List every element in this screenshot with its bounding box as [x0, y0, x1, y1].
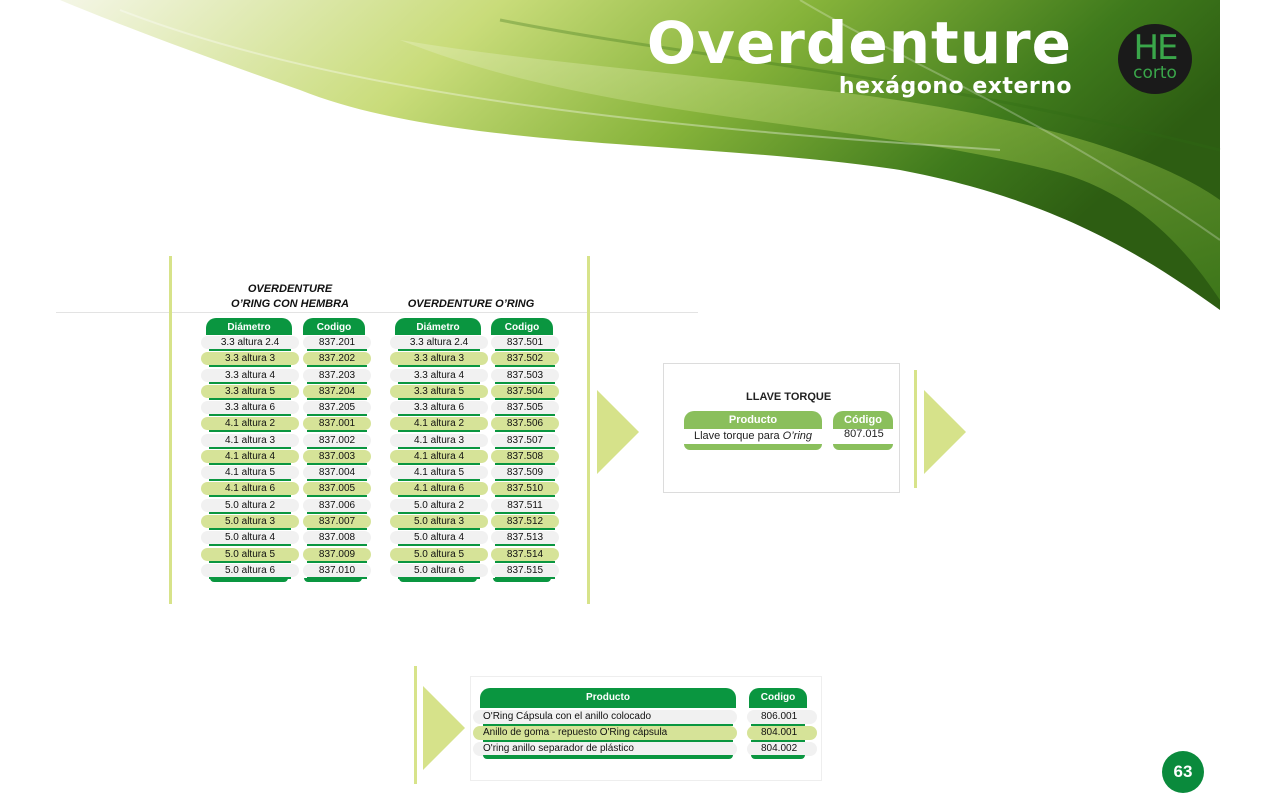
llave-foot [684, 444, 822, 450]
llave-header-code: Código [833, 411, 893, 429]
arrow-icon [423, 686, 465, 770]
row-underline [307, 447, 367, 449]
row-underline [209, 479, 291, 481]
row-underline [307, 414, 367, 416]
llave-product-prefix: Llave torque para [694, 430, 783, 442]
code-cell: 837.514 [491, 548, 559, 561]
row-underline [209, 447, 291, 449]
row-underline [209, 349, 291, 351]
llave-code: 807.015 [844, 428, 884, 440]
table-row [390, 385, 559, 400]
row-underline [495, 512, 555, 514]
code-cell: 837.003 [303, 450, 371, 463]
badge-line2: corto [1133, 63, 1177, 83]
row-underline [495, 365, 555, 367]
diameter-cell: 4.1 altura 3 [390, 434, 488, 447]
table-row [201, 434, 371, 449]
table-row [390, 434, 559, 449]
row-underline [398, 544, 480, 546]
row-underline [307, 544, 367, 546]
diameter-cell: 5.0 altura 6 [390, 564, 488, 577]
table-row [390, 401, 559, 416]
section-bar-bottom [414, 666, 417, 784]
code-cell: 837.203 [303, 369, 371, 382]
table-hembra-title-1: OVERDENTURE [247, 283, 333, 295]
diameter-cell: 3.3 altura 3 [201, 352, 299, 365]
diameter-cell: 4.1 altura 2 [390, 417, 488, 430]
diameter-cell: 3.3 altura 4 [390, 369, 488, 382]
table-row [201, 466, 371, 481]
diameter-cell: 5.0 altura 3 [390, 515, 488, 528]
row-underline [398, 479, 480, 481]
product-code-cell: 806.001 [747, 710, 817, 724]
code-cell: 837.511 [491, 499, 559, 512]
code-cell: 837.010 [303, 564, 371, 577]
row-underline [398, 495, 480, 497]
code-cell: 837.509 [491, 466, 559, 479]
diameter-cell: 3.3 altura 5 [390, 385, 488, 398]
code-cell: 837.004 [303, 466, 371, 479]
code-cell: 837.507 [491, 434, 559, 447]
diameter-cell: 3.3 altura 6 [390, 401, 488, 414]
code-cell: 837.001 [303, 417, 371, 430]
diameter-cell: 3.3 altura 3 [390, 352, 488, 365]
row-underline [209, 512, 291, 514]
row-underline [495, 561, 555, 563]
table-row [390, 352, 559, 367]
table-oring-foot [399, 578, 477, 582]
row-underline [307, 430, 367, 432]
row-underline [209, 495, 291, 497]
he-corto-badge [1118, 24, 1192, 94]
diameter-cell: 4.1 altura 4 [390, 450, 488, 463]
code-cell: 837.007 [303, 515, 371, 528]
row-underline [209, 561, 291, 563]
row-underline [398, 561, 480, 563]
row-underline [398, 463, 480, 465]
page-title: Overdenture [646, 9, 1072, 77]
product-name-cell: Anillo de goma - repuesto O'Ring cápsula [473, 726, 737, 740]
llave-product-italic: O’ring [782, 430, 813, 442]
row-underline [495, 479, 555, 481]
diameter-cell: 5.0 altura 4 [201, 531, 299, 544]
table-row [201, 564, 371, 579]
llave-panel [663, 363, 900, 493]
row-underline [209, 463, 291, 465]
diameter-cell: 5.0 altura 5 [201, 548, 299, 561]
table-row [201, 417, 371, 432]
row-underline [398, 398, 480, 400]
code-cell: 837.008 [303, 531, 371, 544]
table-row [201, 499, 371, 514]
arrow-icon [924, 390, 966, 474]
row-underline [209, 528, 291, 530]
diameter-cell: 4.1 altura 6 [201, 482, 299, 495]
row-underline [307, 349, 367, 351]
diameter-cell: 3.3 altura 5 [201, 385, 299, 398]
diameter-cell: 5.0 altura 2 [201, 499, 299, 512]
row-underline [307, 463, 367, 465]
code-cell: 837.501 [491, 336, 559, 349]
code-cell: 837.515 [491, 564, 559, 577]
table-oring-title: OVERDENTURE O’RING [407, 298, 535, 310]
table-hembra-foot [304, 578, 362, 582]
llave-title: LLAVE TORQUE [746, 391, 832, 403]
section-bar-right [587, 256, 590, 604]
products-foot [483, 755, 733, 759]
table-row [390, 564, 559, 579]
code-cell: 837.504 [491, 385, 559, 398]
row-underline [307, 561, 367, 563]
product-name-cell: O'ring anillo separador de plástico [473, 742, 737, 756]
row-underline [495, 398, 555, 400]
table-row [390, 499, 559, 514]
table-row [201, 548, 371, 563]
row-underline [209, 365, 291, 367]
row-underline [209, 544, 291, 546]
code-cell: 837.202 [303, 352, 371, 365]
product-name-cell: O'Ring Cápsula con el anillo colocado [473, 710, 737, 724]
llave-foot [833, 444, 893, 450]
table-row [201, 369, 371, 384]
row-underline [307, 528, 367, 530]
table-row [390, 482, 559, 497]
table-row [201, 352, 371, 367]
table-row [201, 450, 371, 465]
code-cell: 837.201 [303, 336, 371, 349]
table-hembra-foot [210, 578, 288, 582]
diameter-cell: 4.1 altura 2 [201, 417, 299, 430]
diameter-cell: 3.3 altura 4 [201, 369, 299, 382]
diameter-cell: 5.0 altura 4 [390, 531, 488, 544]
arrow-icon [597, 390, 639, 474]
products-header-product: Producto [480, 688, 736, 708]
badge-line1: HE [1133, 28, 1177, 68]
diameter-cell: 4.1 altura 4 [201, 450, 299, 463]
diameter-cell: 3.3 altura 2.4 [390, 336, 488, 349]
table-row [390, 417, 559, 432]
row-underline [307, 495, 367, 497]
products-panel [470, 676, 822, 781]
code-cell: 837.505 [491, 401, 559, 414]
leaf-banner [0, 0, 1280, 320]
code-cell: 837.005 [303, 482, 371, 495]
diameter-cell: 5.0 altura 6 [201, 564, 299, 577]
table-row [201, 336, 371, 351]
code-cell: 837.513 [491, 531, 559, 544]
row-underline [495, 414, 555, 416]
page-number: 63 [1162, 751, 1204, 793]
row-underline [307, 512, 367, 514]
table-row [390, 450, 559, 465]
table-row [390, 466, 559, 481]
llave-header-product: Producto [684, 411, 822, 429]
product-code-cell: 804.001 [747, 726, 817, 740]
row-underline [495, 447, 555, 449]
row-underline [495, 430, 555, 432]
products-header-code: Codigo [749, 688, 807, 708]
diameter-cell: 5.0 altura 2 [390, 499, 488, 512]
diameter-cell: 3.3 altura 6 [201, 401, 299, 414]
row-underline [398, 430, 480, 432]
code-cell: 837.205 [303, 401, 371, 414]
code-cell: 837.502 [491, 352, 559, 365]
code-cell: 837.503 [491, 369, 559, 382]
diameter-cell: 3.3 altura 2.4 [201, 336, 299, 349]
code-cell: 837.512 [491, 515, 559, 528]
row-underline [495, 382, 555, 384]
table-row [201, 515, 371, 530]
row-underline [398, 382, 480, 384]
table-row [201, 482, 371, 497]
diameter-cell: 4.1 altura 3 [201, 434, 299, 447]
code-cell: 837.006 [303, 499, 371, 512]
table-oring-header-diameter: Diámetro [395, 318, 481, 335]
code-cell: 837.508 [491, 450, 559, 463]
table-row [201, 401, 371, 416]
row-underline [307, 365, 367, 367]
table-row [201, 531, 371, 546]
page-subtitle: hexágono externo [838, 74, 1072, 99]
section-bar-left [169, 256, 172, 604]
product-code-cell: 804.002 [747, 742, 817, 756]
table-row [390, 369, 559, 384]
code-cell: 837.510 [491, 482, 559, 495]
diameter-cell: 4.1 altura 5 [201, 466, 299, 479]
row-underline [398, 414, 480, 416]
row-underline [495, 349, 555, 351]
row-underline [307, 479, 367, 481]
row-underline [398, 512, 480, 514]
row-underline [209, 398, 291, 400]
row-underline [307, 382, 367, 384]
table-row [390, 531, 559, 546]
row-underline [398, 528, 480, 530]
code-cell: 837.009 [303, 548, 371, 561]
row-underline [398, 365, 480, 367]
diameter-cell: 5.0 altura 3 [201, 515, 299, 528]
table-hembra-title-2: O’RING CON HEMBRA [231, 298, 349, 310]
diameter-cell: 4.1 altura 5 [390, 466, 488, 479]
table-row [390, 515, 559, 530]
row-underline [398, 447, 480, 449]
row-underline [495, 495, 555, 497]
code-cell: 837.204 [303, 385, 371, 398]
diameter-cell: 5.0 altura 5 [390, 548, 488, 561]
row-underline [209, 414, 291, 416]
row-underline [209, 430, 291, 432]
section-bar-llave [914, 370, 917, 488]
table-row [390, 336, 559, 351]
table-hembra-header-code: Codigo [303, 318, 365, 335]
row-underline [307, 398, 367, 400]
row-underline [398, 349, 480, 351]
table-oring-header-code: Codigo [491, 318, 553, 335]
code-cell: 837.002 [303, 434, 371, 447]
row-underline [495, 463, 555, 465]
table-hembra-header-diameter: Diámetro [206, 318, 292, 335]
row-underline [495, 544, 555, 546]
table-row [390, 548, 559, 563]
divider-line [56, 312, 698, 313]
row-underline [209, 382, 291, 384]
llave-product [694, 430, 812, 442]
table-row [201, 385, 371, 400]
diameter-cell: 4.1 altura 6 [390, 482, 488, 495]
row-underline [495, 528, 555, 530]
code-cell: 837.506 [491, 417, 559, 430]
products-foot [751, 755, 805, 759]
table-oring-foot [493, 578, 551, 582]
